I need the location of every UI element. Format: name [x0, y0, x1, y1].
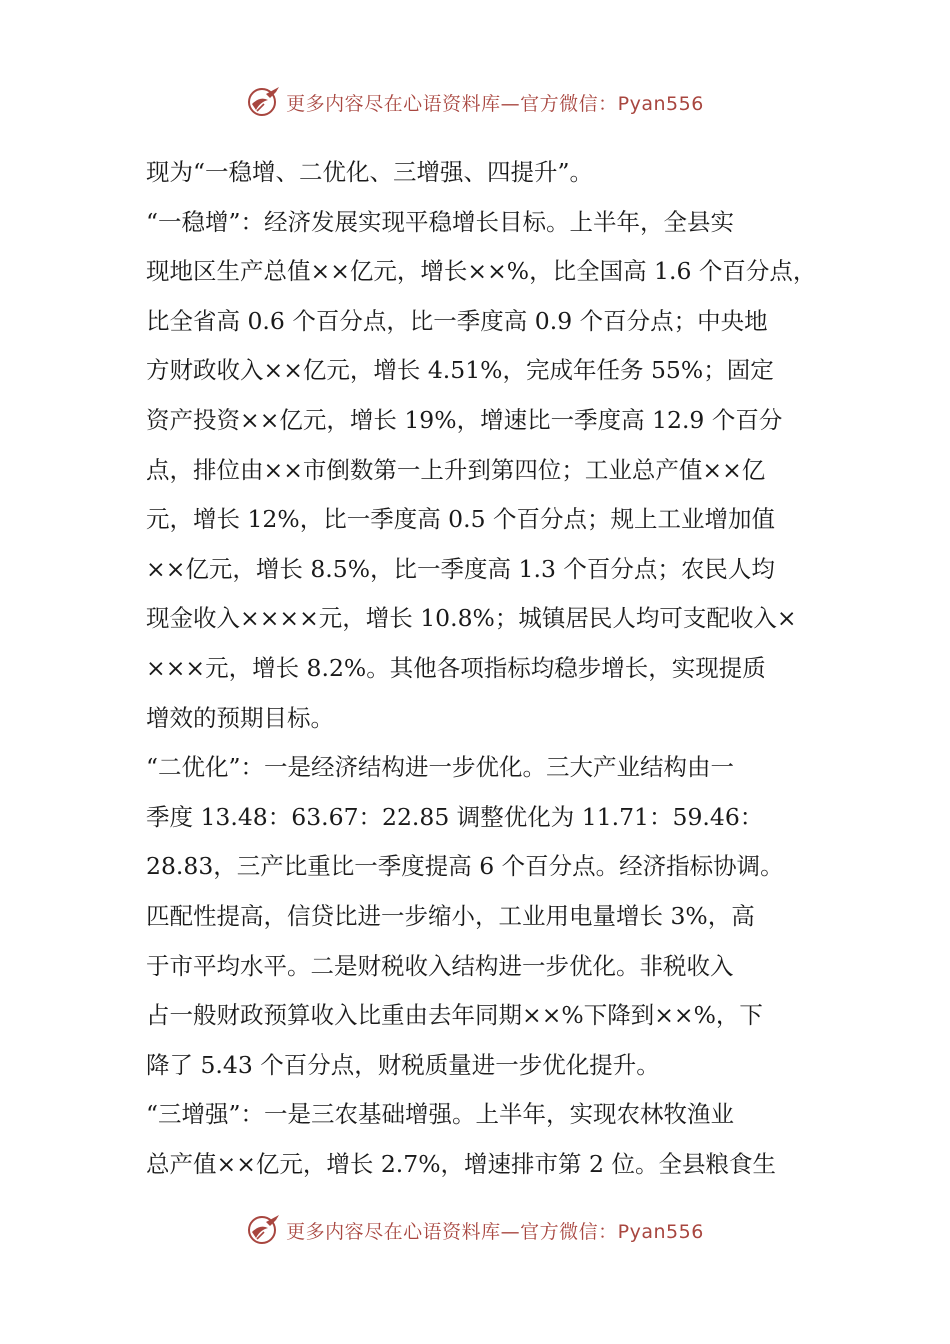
body-line: 现为“一稳增、二优化、三增强、四提升”。 [146, 158, 594, 186]
body-line: 占一般财政预算收入比重由去年同期××%下降到××%，下 [146, 1001, 763, 1030]
body-line: 总产值××亿元，增长 2.7%，增速排市第 2 位。全县粮食生 [146, 1149, 776, 1178]
header-watermark [0, 82, 950, 122]
body-line: 现地区生产总值××亿元，增长××%，比全国高 1.6 个百分点， [146, 257, 817, 286]
body-line: 元，增长 12%，比一季度高 0.5 个百分点；规上工业增加值 [146, 505, 776, 534]
body-line: 点，排位由××市倒数第一上升到第四位；工业总产值××亿 [146, 455, 766, 484]
body-line: 现金收入××××元，增长 10.8%；城镇居民人均可支配收入× [146, 604, 797, 633]
body-line: 比全省高 0.6 个百分点，比一季度高 0.9 个百分点；中央地 [146, 306, 768, 335]
body-line: 方财政收入××亿元，增长 4.51%，完成年任务 55%；固定 [146, 356, 774, 385]
body-line: 降了 5.43 个百分点，财税质量进一步优化提升。 [146, 1050, 660, 1079]
body-line: 匹配性提高，信贷比进一步缩小，工业用电量增长 3%，高 [146, 901, 755, 930]
pen-logo-icon [246, 1212, 282, 1248]
pen-logo-icon [246, 84, 282, 120]
body-line: “一稳增”：经济发展实现平稳增长目标。上半年，全县实 [146, 207, 735, 236]
watermark-text: 更多内容尽在心语资料库—官方微信：Pyan556 [286, 92, 704, 115]
body-line: 季度 13.48：63.67：22.85 调整优化为 11.71：59.46： [146, 802, 764, 831]
body-line: “三增强”：一是三农基础增强。上半年，实现农林牧渔业 [146, 1100, 735, 1129]
body-line: 增效的预期目标。 [146, 703, 334, 732]
document-body [146, 148, 826, 1189]
body-line: “二优化”：一是经济结构进一步优化。三大产业结构由一 [146, 753, 735, 782]
body-line: 于市平均水平。二是财税收入结构进一步优化。非税收入 [146, 951, 734, 980]
watermark-text: 更多内容尽在心语资料库—官方微信：Pyan556 [286, 1220, 704, 1243]
body-line: ××亿元，增长 8.5%，比一季度高 1.3 个百分点；农民人均 [146, 554, 775, 583]
footer-watermark [0, 1210, 950, 1250]
body-line: 资产投资××亿元，增长 19%，增速比一季度高 12.9 个百分 [146, 405, 783, 434]
body-line: 28.83，三产比重比一季度提高 6 个百分点。经济指标协调。 [146, 852, 784, 881]
body-line: ×××元，增长 8.2%。其他各项指标均稳步增长，实现提质 [146, 653, 766, 682]
